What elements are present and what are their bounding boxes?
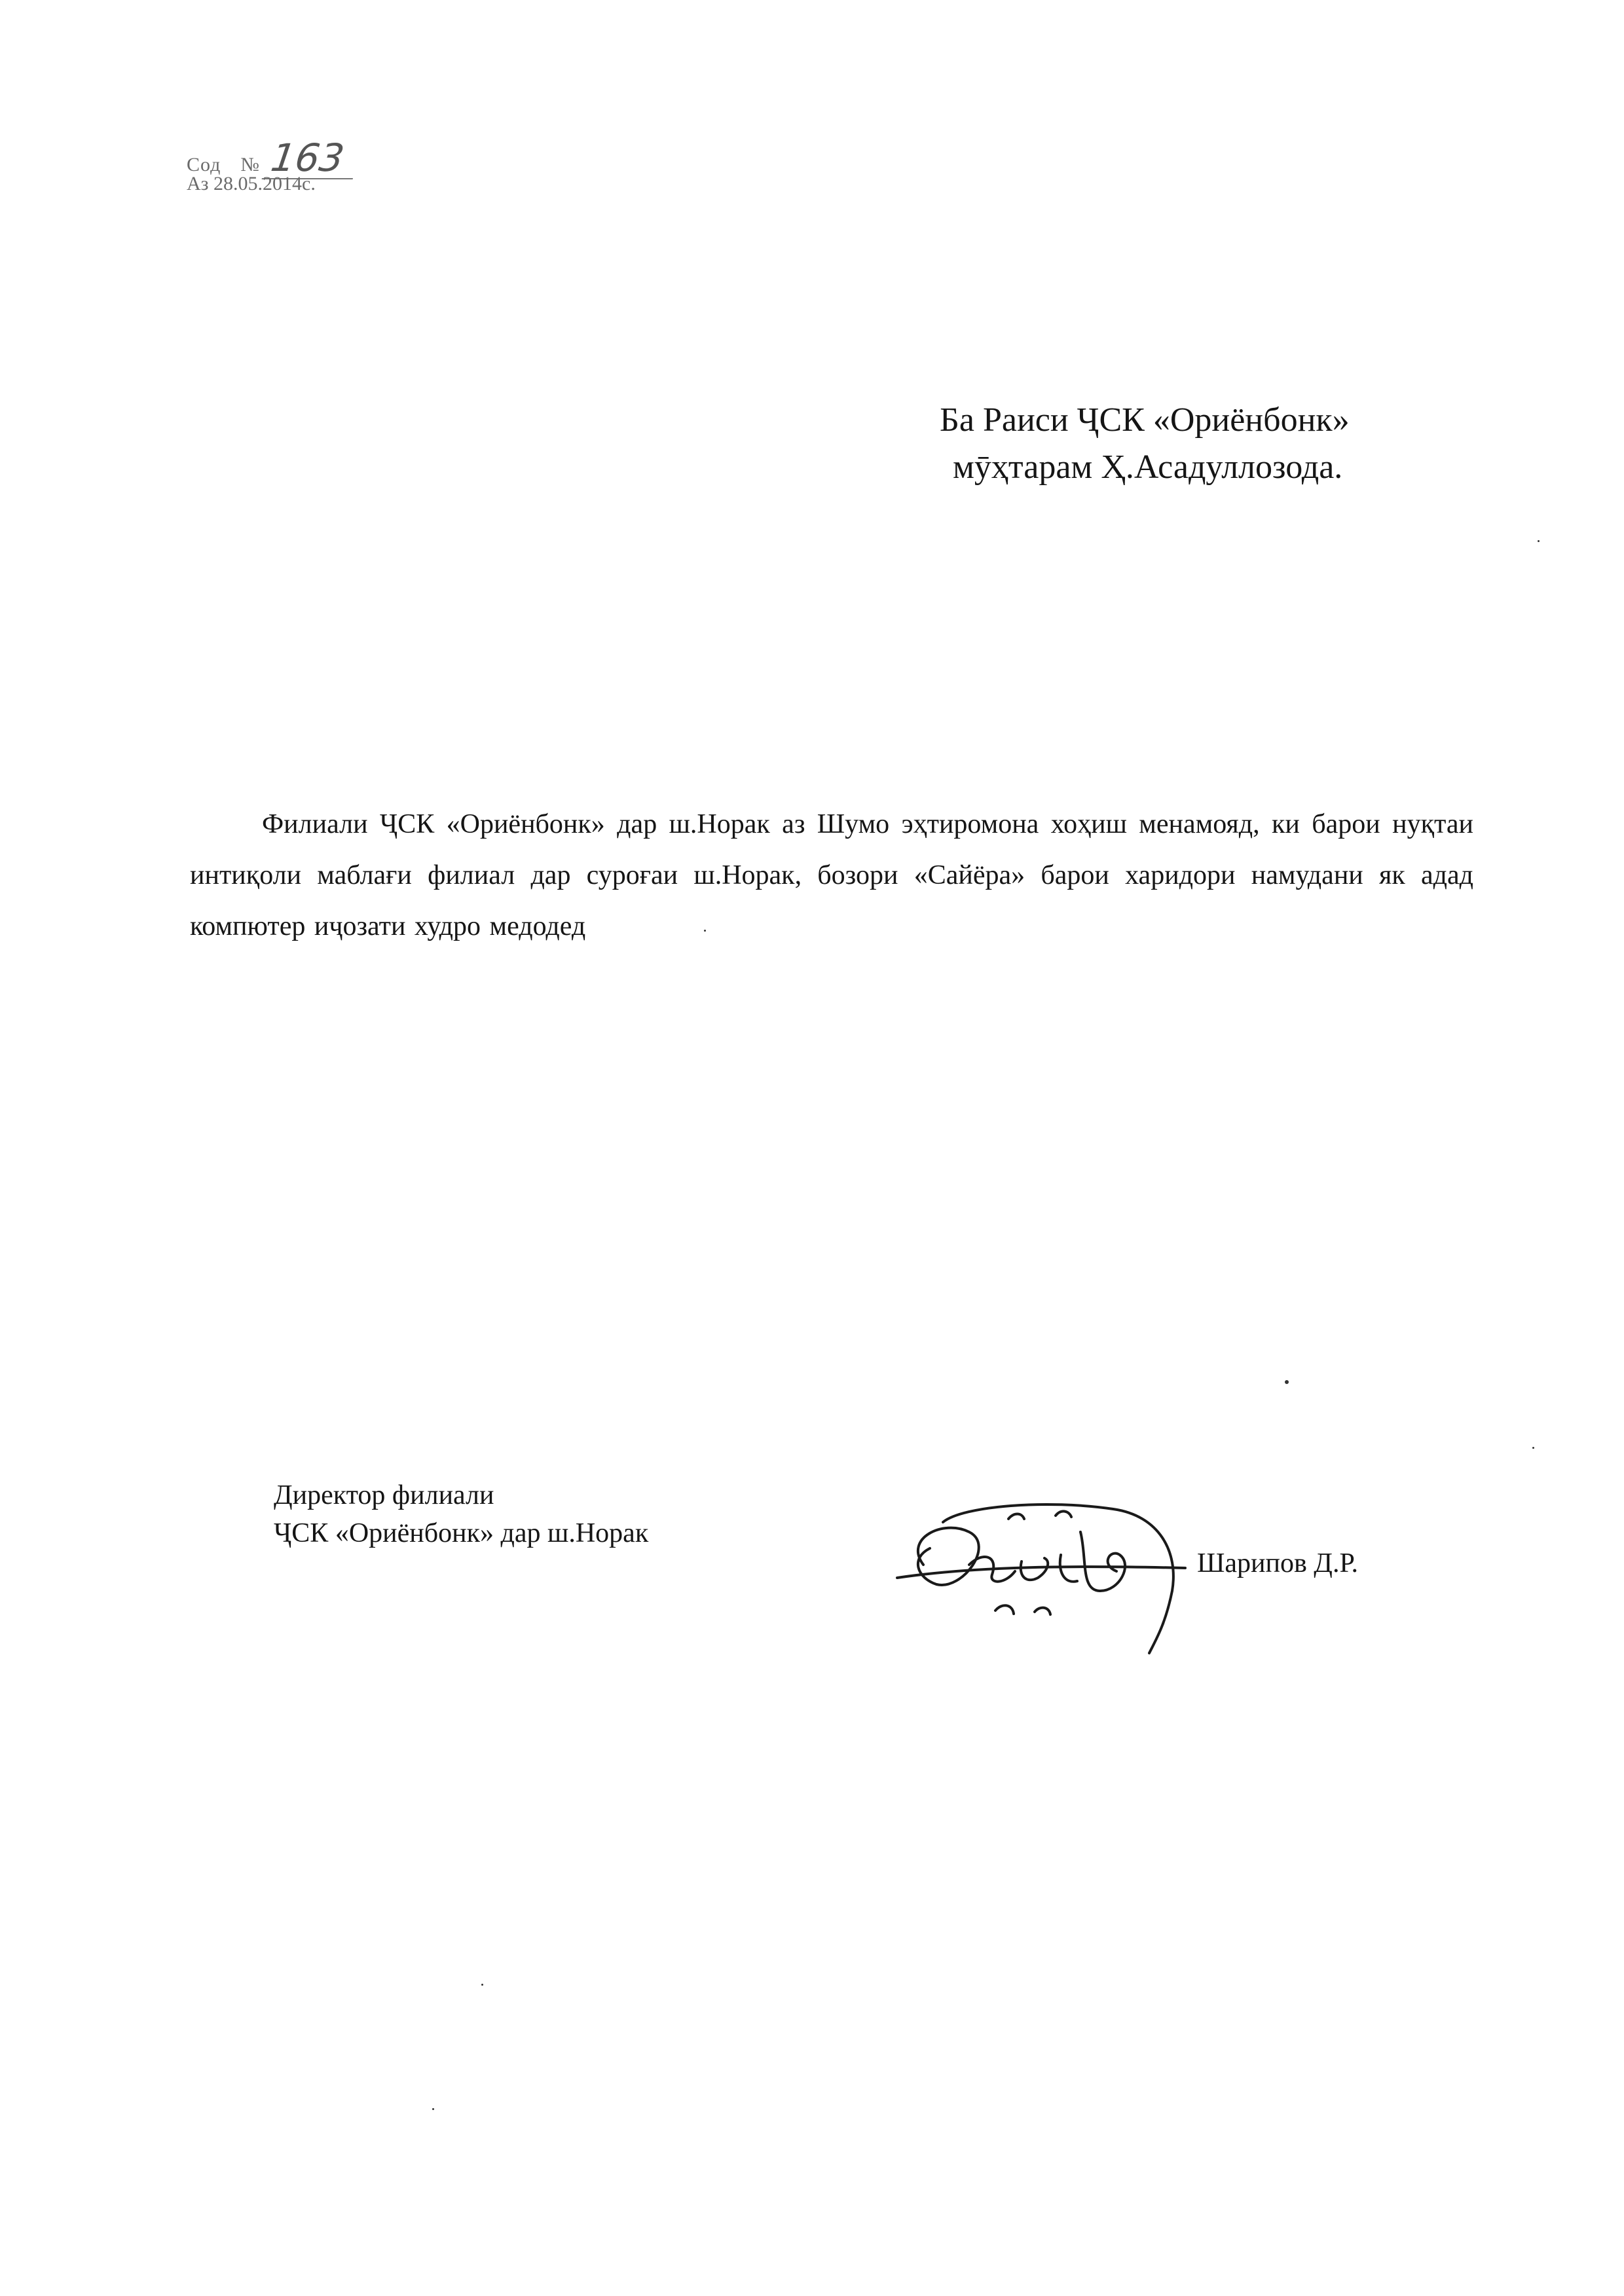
scan-speck xyxy=(1538,540,1540,542)
registration-date: Аз 28.05.2014с. xyxy=(187,173,316,194)
signatory-title xyxy=(274,1476,648,1552)
scan-speck xyxy=(704,930,706,932)
signatory-title-line-1: Директор филиали xyxy=(274,1480,494,1510)
signatory-name: Шарипов Д.Р. xyxy=(1197,1548,1359,1578)
registration-number-sign: № xyxy=(240,154,260,175)
scan-speck xyxy=(1532,1447,1534,1449)
addressee-line-2: мӯҳтарам Ҳ.Асадуллозода. xyxy=(953,448,1343,486)
registration-number-value: 163 xyxy=(262,139,358,179)
scan-speck xyxy=(1285,1380,1289,1384)
addressee-line-1: Ба Раиси ҶСК «Ориёнбонк» xyxy=(940,401,1350,439)
scan-speck xyxy=(432,2108,434,2110)
registration-number-label: Сод xyxy=(187,154,221,175)
handwritten-signature xyxy=(884,1493,1192,1656)
scan-speck xyxy=(481,1984,483,1986)
signatory-title-line-2: ҶСК «Ориёнбонк» дар ш.Норак xyxy=(274,1518,649,1548)
letter-body-paragraph: Филиали ҶСК «Ориёнбонк» дар ш.Норак аз Шумо эҳтиромона хоҳиш менамояд, ки барои нуқтаи интиқоли маблағи филиал дар суроғаи ш.Норак, бозори «Сайёра» барои харидори намудани як адад компютер иҷозати худро медодед xyxy=(190,809,1473,941)
addressee-block xyxy=(940,397,1350,491)
